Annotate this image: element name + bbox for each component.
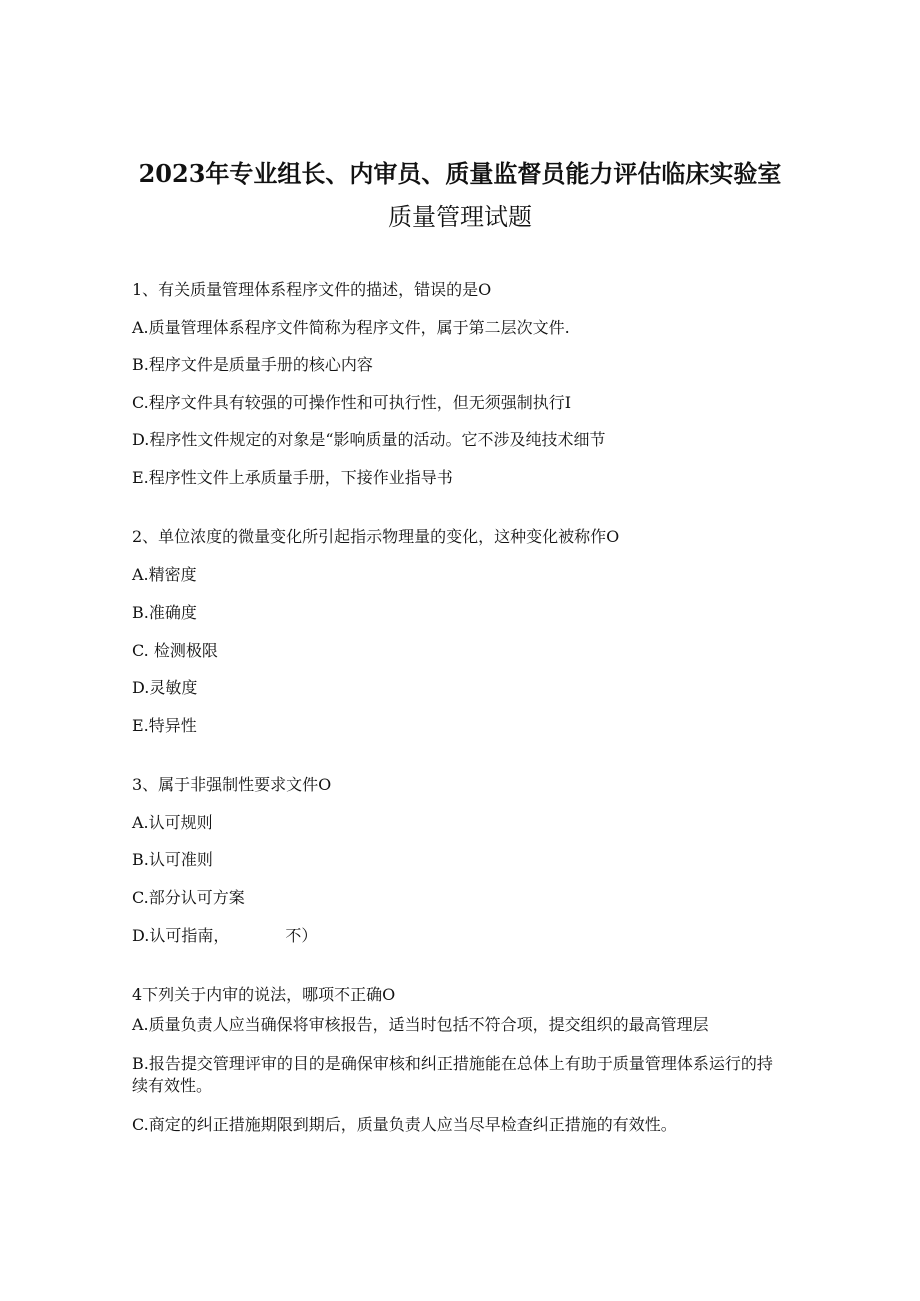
option-b: B.报告提交管理评审的目的是确保审核和纠正措施能在总体上有助于质量管理体系运行的持续有效性。 (132, 1054, 773, 1095)
question-stem: 1、有关质量管理体系程序文件的描述，错误的是O (132, 280, 492, 299)
option-c: C.程序文件具有较强的可操作性和可执行性，但无须强制执行I (132, 393, 572, 412)
option-a: A.精密度 (132, 565, 197, 584)
option-d: D.灵敏度 (132, 678, 198, 697)
title-line-2: 质量管理试题 (388, 203, 532, 231)
question-stem: 2、单位浓度的微量变化所引起指示物理量的变化，这种变化被称作O (132, 527, 620, 546)
option-b: B.准确度 (132, 603, 197, 622)
option-b: B.程序文件是质量手册的核心内容 (132, 355, 373, 374)
question-stem: 4下列关于内审的说法，哪项不正确O (132, 985, 396, 1004)
option-a: A.质量负责人应当确保将审核报告，适当时包括不符合项，提交组织的最高管理层 (132, 1015, 709, 1034)
trailing-mark: 不） (285, 926, 318, 945)
option-a: A.认可规则 (132, 813, 213, 832)
option-d: D.程序性文件规定的对象是“影响质量的活动。它不涉及纯技术细节 (132, 430, 606, 449)
option-b: B.认可准则 (132, 850, 213, 869)
option-a: A.质量管理体系程序文件简称为程序文件，属于第二层次文件. (132, 318, 570, 337)
option-d-row (132, 925, 317, 947)
option-c: C.部分认可方案 (132, 888, 245, 907)
title-line-1: 2023年专业组长、内审员、质量监督员能力评估临床实验室 (138, 159, 782, 188)
option-e: E.程序性文件上承质量手册，下接作业指导书 (132, 468, 453, 487)
option-e: E.特异性 (132, 716, 197, 735)
question-stem: 3、属于非强制性要求文件O (132, 775, 332, 794)
option-d: D.认可指南， (132, 926, 230, 945)
option-c: C. 检测极限 (132, 641, 218, 660)
option-c: C.商定的纠正措施期限到期后，质量负责人应当尽早检查纠正措施的有效性。 (132, 1115, 677, 1134)
